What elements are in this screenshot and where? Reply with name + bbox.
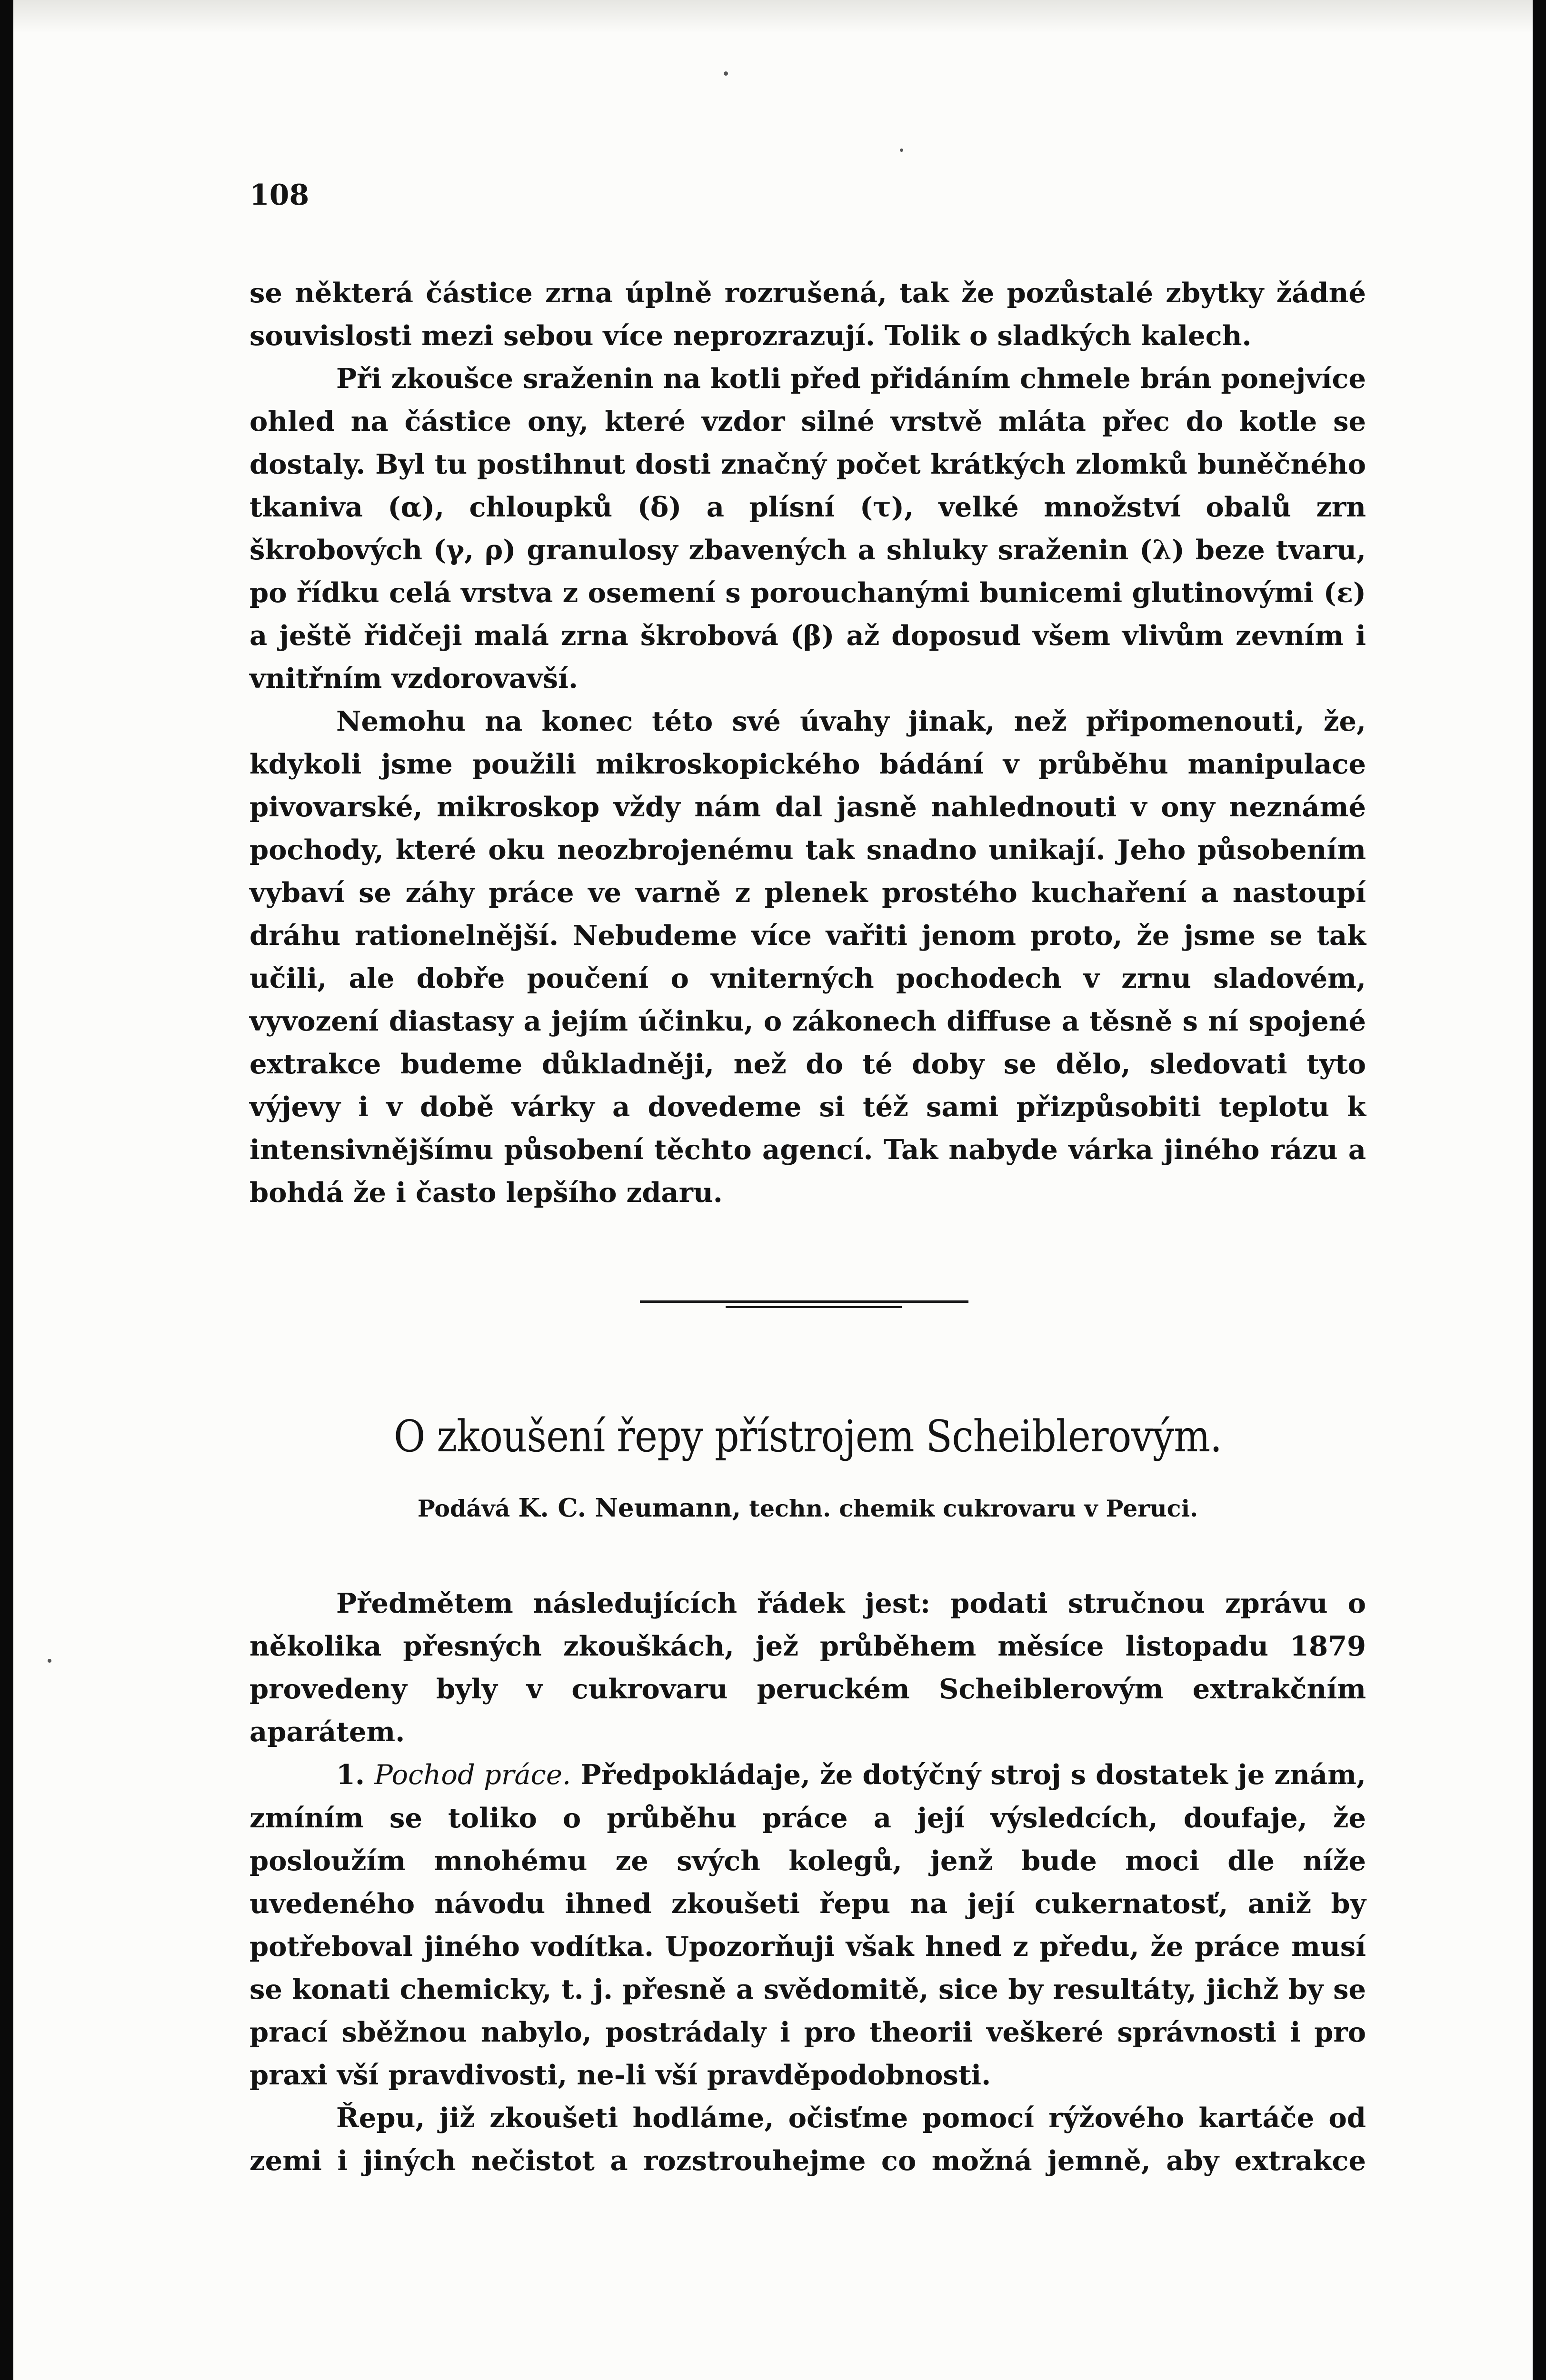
page-edge-right: [1533, 0, 1546, 2380]
section-text: Předpokládaje, že dotýčný stroj s dostatek je znám, zmíním se toliko o průběhu práce a její výsledcích, doufaje, že posloužím mnohému ze svých kolegů, jenž bude moci dle níže uvedeného návodu ihned zkoušeti řepu na její cukernatosť, aniž by potřeboval jiného vodítka. Upozorňuji však hned z předu, že práce musí se konati chemicky, t. j. přesně a svědomitě, sice by resultáty, jichž by se prací sběžnou nabylo, postrádaly i pro theorii veškeré správnosti i pro praxi vší pravdivosti, ne-li vší pravděpodobnosti.: [249, 1758, 1366, 2091]
page-number: 108: [249, 178, 309, 212]
speck: [724, 71, 728, 76]
paragraph-continued: se některá částice zrna úplně rozrušená, tak že pozůstalé zbytky žádné souvislosti mezi sebou více neprozrazují. Tolik o sladkých kalech.: [249, 277, 1366, 352]
section-divider: [249, 1290, 1366, 1319]
article-byline: [249, 1493, 1366, 1523]
paragraph-sediments: Při zkoušce sraženin na kotli před přidáním chmele brán ponejvíce ohled na částice ony, které vzdor silné vrstvě mláta přec do kotle se dostaly. Byl tu postihnut dosti značný počet krátkých zlomků buněčného tkaniva (α), chloupků (δ) a plísní (τ), velké množství obalů zrn škrobových (γ, ρ) granulosy zbavených a shluky sraženin (λ) beze tvaru, po řídku celá vrstva z osemení s porouchanými bunicemi glutinovými (ε) a ještě řidčeji malá zrna škrobová (β) až doposud všem vlivům zevním i vnitřním vzdorovavší.: [249, 362, 1366, 694]
section-number: 1.: [336, 1758, 365, 1791]
divider-line-long: [640, 1300, 968, 1303]
section-heading: Pochod práce.: [374, 1759, 571, 1791]
page-top-shadow: [13, 0, 1533, 33]
byline-prefix: Podává: [417, 1495, 510, 1522]
paragraph-beet-prep: Řepu, již zkoušeti hodláme, očisťme pomocí rýžového kartáče od zemi i jiných nečistot a rozstrouhejme co možná jemně, aby extrakce: [249, 2102, 1366, 2177]
paragraph-section-1: [249, 1753, 1366, 2096]
article-body: [249, 1582, 1366, 2182]
byline-affiliation: techn. chemik cukrovaru v Peruci.: [749, 1495, 1198, 1522]
speck: [48, 1659, 51, 1663]
byline-author: K. C. Neumann,: [518, 1493, 741, 1523]
paragraph-conclusion: Nemohu na konec této své úvahy jinak, než připomenouti, že, kdykoli jsme použili mikroskopického bádání v průběhu manipulace pivovarské, mikroskop vždy nám dal jasně nahlednouti v ony neznámé pochody, které oku neozbrojenému tak snadno unikají. Jeho působením vybaví se záhy práce ve varně z plenek prostého kuchaření a nastoupí dráhu rationelnější. Nebudeme více vařiti jenom proto, že jsme se tak učili, ale dobře poučení o vniterných pochodech v zrnu sladovém, vyvození diastasy a jejím účinku, o zákonech diffuse a těsně s ní spojené extrakce budeme důkladněji, než do té doby se dělo, sledovati tyto výjevy i v době várky a dovedeme si též sami přizpůsobiti teplotu k intensivnějšímu působení těchto agencí. Tak nabyde várka jiného rázu a bohdá že i často lepšího zdaru.: [249, 705, 1366, 1209]
article-title: O zkoušení řepy přístrojem Scheiblerovým.: [393, 1411, 1222, 1462]
page-content: [249, 178, 1366, 2182]
divider-line-short: [726, 1306, 902, 1308]
page-edge-left: [0, 0, 13, 2380]
paragraph-intro: Předmětem následujících řádek jest: podati stručnou zprávu o několika přesných zkouškách, jež průběhem měsíce listopadu 1879 provedeny byly v cukrovaru peruckém Scheiblerovým extrakčním aparátem.: [249, 1587, 1366, 1748]
speck: [900, 149, 903, 152]
